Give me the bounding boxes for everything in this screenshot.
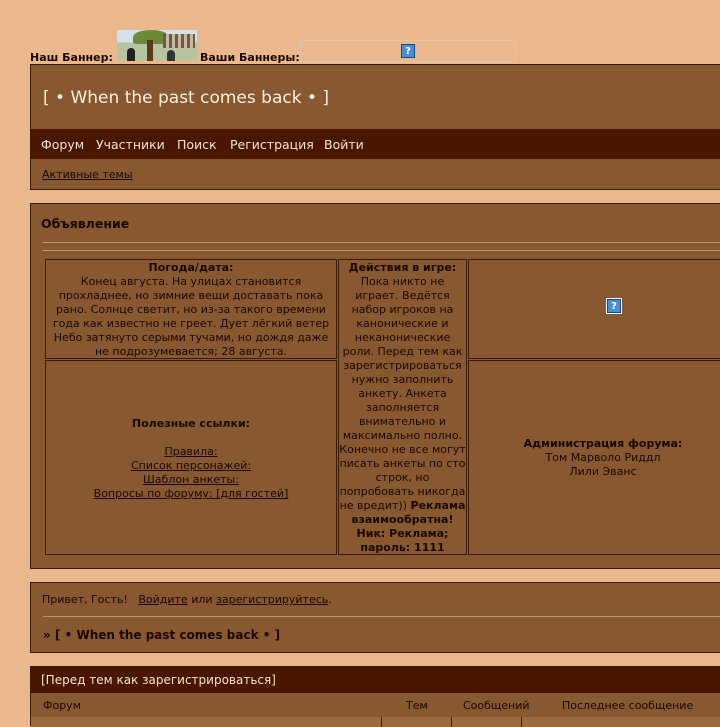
weather-cell: [45, 259, 337, 359]
weather-text: Конец августа. На улицах становится прохладнее, но зимние вещи доставать пока рано. Солнце светит, но из-за такого времени года как известно не греет. Дует лёгкий ветер Небо затянуто серыми тучами, но дождя даже не подрозумевается; 28 августа.: [52, 275, 330, 358]
administration-cell: [468, 360, 720, 555]
column-divider: [521, 717, 522, 727]
column-header-last-post: Последнее сообщение: [562, 699, 694, 712]
guest-block: [30, 582, 720, 653]
forum-category: [30, 666, 720, 726]
administration-heading: Администрация форума:: [523, 437, 683, 450]
nav-forum[interactable]: Форум: [41, 137, 85, 152]
ad-info-text: Реклама взаимообратна! Ник: Реклама; пароль: 1111: [351, 499, 466, 554]
guest-greeting-line: [42, 593, 332, 606]
login-link[interactable]: Войдите: [138, 593, 188, 606]
game-actions-heading: Действия в игре:: [348, 261, 457, 274]
category-title[interactable]: [Перед тем как зарегистрироваться]: [41, 673, 276, 687]
nav-register[interactable]: Регистрация: [230, 137, 314, 152]
column-divider: [451, 717, 452, 727]
forum-title: [ • When the past comes back • ]: [43, 88, 330, 108]
image-cell: [468, 259, 720, 359]
profile-template-link[interactable]: Шаблон анкеты:: [143, 473, 239, 486]
weather-heading: Погода/дата:: [148, 261, 234, 274]
game-actions-text: Пока никто не играет. Ведётся набор игроков на канонические и неканонические роли. Перед тем как зарегистрироваться нужно заполнить анкету. Анкета заполняется внимательно и максимально полно. Конечно не все могут писать анкеты по сто строк, но попробовать никогда не вредит)): [339, 275, 466, 512]
divider: [43, 250, 720, 251]
register-link[interactable]: зарегистрируйтесь: [216, 593, 329, 606]
column-divider: [381, 717, 382, 727]
useful-links-heading: Полезные ссылки:: [131, 417, 251, 430]
your-banners-frame: [300, 40, 516, 62]
period-text: .: [328, 593, 332, 606]
forum-header: [30, 64, 720, 190]
active-topics-link[interactable]: Активные темы: [42, 168, 133, 181]
game-actions-cell: [338, 259, 467, 555]
column-header-topics: Тем: [406, 699, 428, 712]
column-header-forum: Форум: [43, 699, 81, 712]
breadcrumb-arrow: »: [43, 628, 51, 642]
our-banner-label: Наш Баннер:: [30, 51, 113, 64]
announcement-title: Объявление: [41, 216, 130, 231]
breadcrumb: [43, 628, 280, 642]
your-banners-label: Ваши Баннеры:: [200, 51, 300, 64]
our-banner-image[interactable]: [117, 30, 197, 61]
nav-users[interactable]: Участники: [96, 137, 165, 152]
banner-row: [30, 28, 720, 64]
main-nav: [31, 129, 720, 159]
guest-greeting: Привет, Гость!: [42, 593, 128, 606]
column-header-posts: Сообщений: [463, 699, 530, 712]
or-text: или: [191, 593, 213, 606]
category-header: [31, 667, 720, 693]
admin-name: Том Марволо Риддл: [545, 451, 661, 464]
divider: [43, 242, 720, 243]
announcement-block: [30, 203, 720, 569]
admin-name: Лили Эванс: [569, 465, 637, 478]
useful-links-cell: [45, 360, 337, 555]
broken-image-icon: ?: [607, 299, 621, 313]
rules-link[interactable]: Правила:: [164, 445, 218, 458]
forum-questions-link[interactable]: Вопросы по форуму: [для гостей]: [93, 487, 289, 500]
divider: [43, 616, 720, 617]
characters-list-link[interactable]: Список персонажей:: [130, 459, 252, 472]
nav-search[interactable]: Поиск: [177, 137, 217, 152]
breadcrumb-forum-link[interactable]: [ • When the past comes back • ]: [54, 628, 281, 642]
nav-login[interactable]: Войти: [324, 137, 364, 152]
broken-image-icon: ?: [401, 44, 415, 58]
forum-row[interactable]: [31, 717, 720, 727]
